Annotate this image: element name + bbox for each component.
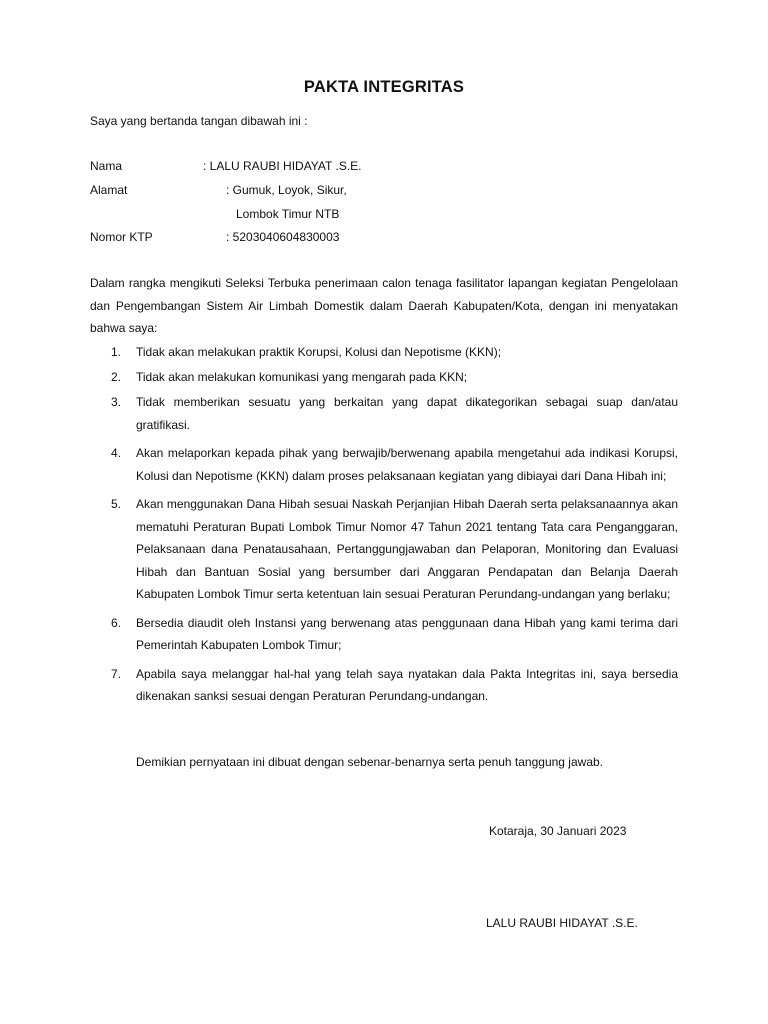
list-item-number: 1. [111,345,122,359]
document-title: PAKTA INTEGRITAS [303,78,465,96]
list-item-text: Bersedia diaudit oleh Instansi yang berwenang atas penggunaan dana Hibah yang kami terima dari Pemerintah Kabupaten Lombok Timur; [136,615,678,652]
list-item [90,663,678,708]
list-item-text: Akan melaporkan kepada pihak yang berwajib/berwenang apabila mengetahui ada indikasi Korupsi, Kolusi dan Nepotisme (KKN) dalam proses pelaksanaan kegiatan yang dibiayai dari Dana Hibah ini; [136,446,678,483]
list-item-number: 7. [111,666,122,681]
list-item-text: Akan menggunakan Dana Hibah sesuai Naskah Perjanjian Hibah Daerah serta pelaksanaannya akan mematuhi Peraturan Bupati Lombok Timur Nomor 47 Tahun 2021 tentang Tata cara Penganggaran, Pelaksanaan dana Penatausahaan, Pertanggungjawaban dan Pelaporan, Monitoring dan Evaluasi Hibah dan Bantuan Sosial yang bersumber dari Anggaran Pendapatan dan Belanja Daerah Kabupaten Lombok Timur serta ketentuan lain sesuai Peraturan Perundang-undangan yang berlaku; [136,497,678,601]
intro-text: Saya yang bertanda tangan dibawah ini : [90,114,308,128]
list-item-number: 4. [111,446,122,460]
list-item [90,341,678,364]
closing-statement: Demikian pernyataan ini dibuat dengan sebenar-benarnya serta penuh tanggung jawab. [136,755,603,769]
place-date: Kotaraja, 30 Januari 2023 [489,824,627,838]
list-item [90,391,678,436]
list-item-number: 6. [111,615,122,630]
list-item-text: Tidak akan melakukan komunikasi yang mengarah pada KKN; [136,370,468,384]
list-item [90,442,678,487]
address-value-line-1: : Gumuk, Loyok, Sikur, [226,183,347,197]
list-item [90,493,678,606]
list-item-number: 5. [111,497,122,511]
signatory-name: LALU RAUBI HIDAYAT .S.E. [486,916,638,930]
ktp-value: : 5203040604830003 [226,230,340,244]
list-item [90,366,678,389]
list-item-text: Tidak memberikan sesuatu yang berkaitan yang dapat dikategorikan sebagai suap dan/atau gratifikasi. [136,395,678,432]
list-item-number: 3. [111,395,122,409]
list-item-number: 2. [111,370,122,384]
statement-list [90,341,678,710]
list-item [90,612,678,657]
list-item-text: Tidak akan melakukan praktik Korupsi, Kolusi dan Nepotisme (KKN); [136,345,502,359]
ktp-label: Nomor KTP [90,230,153,244]
name-value: : LALU RAUBI HIDAYAT .S.E. [203,159,362,173]
body-paragraph: Dalam rangka mengikuti Seleksi Terbuka penerimaan calon tenaga fasilitator lapangan kegiatan Pengelolaan dan Pengembangan Sistem Air Limbah Domestik dalam Daerah Kabupaten/Kota, dengan ini menyatakan bahwa saya: [90,276,678,335]
address-label: Alamat [90,183,128,197]
name-label: Nama [90,159,123,173]
address-value-line-2: Lombok Timur NTB [236,207,340,221]
list-item-text: Apabila saya melanggar hal-hal yang telah saya nyatakan dala Pakta Integritas ini, saya bersedia dikenakan sanksi sesuai dengan Peraturan Perundang-undangan. [136,666,678,703]
